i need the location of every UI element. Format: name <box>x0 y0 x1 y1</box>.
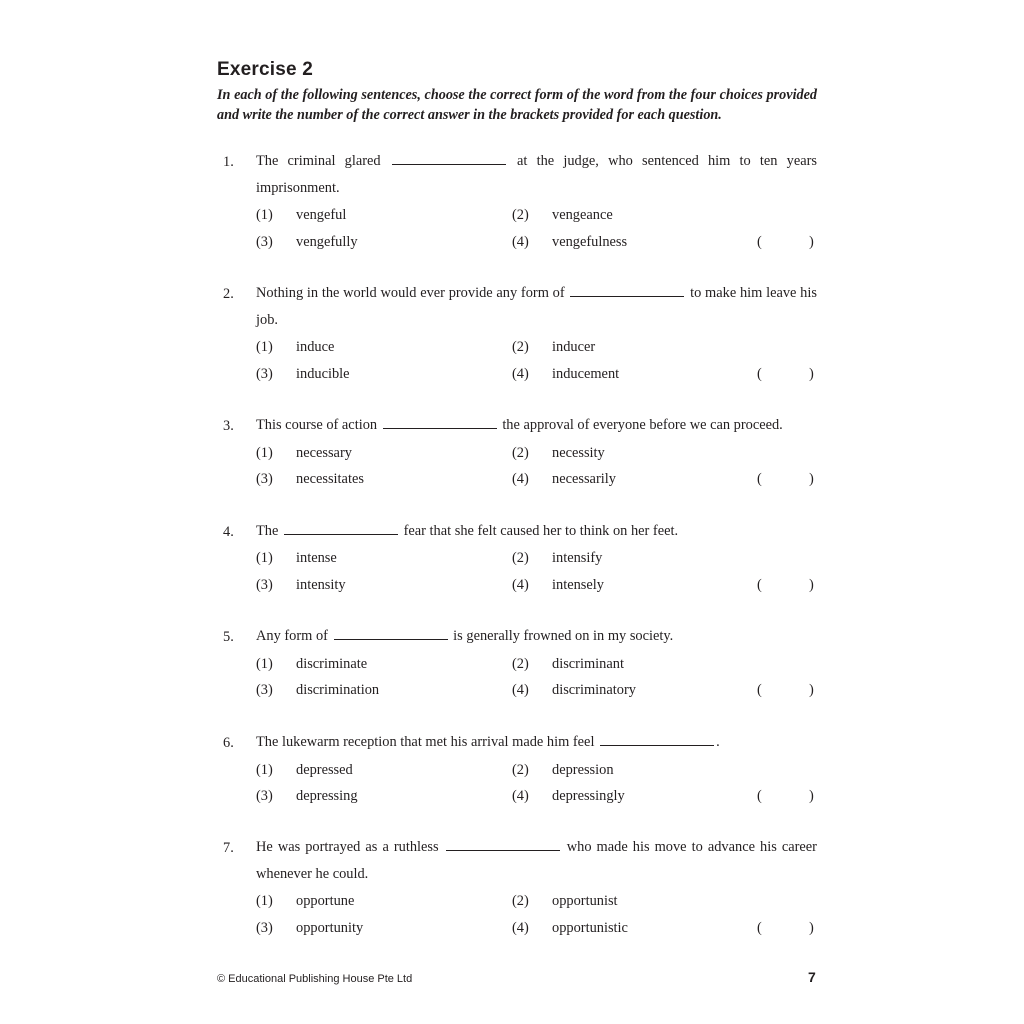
stem-after: . <box>716 734 720 750</box>
option-2[interactable]: (2) inducer <box>512 339 596 355</box>
answer-blank <box>600 731 714 746</box>
option-1[interactable]: (1) depressed <box>256 762 353 778</box>
option-1[interactable]: (1) opportune <box>256 893 355 909</box>
question-stem <box>256 834 817 887</box>
option-2[interactable]: (2) discriminant <box>512 656 624 672</box>
answer-blank <box>334 625 448 640</box>
answer-blank <box>570 282 684 297</box>
question-stem <box>256 412 817 439</box>
option-3[interactable]: (3) opportunity <box>256 920 364 936</box>
option-1[interactable]: (1) induce <box>256 339 335 355</box>
option-4[interactable]: (4) opportunistic <box>512 920 628 936</box>
copyright-notice: © Educational Publishing House Pte Ltd <box>217 973 413 985</box>
answer-blank <box>446 836 560 851</box>
stem-before: Nothing in the world would ever provide any form of <box>256 285 565 301</box>
exercise-instructions: In each of the following sentences, choose the correct form of the word from the four choices provided and write the number of the correct answer in the brackets provided for each question. <box>217 87 817 123</box>
option-2[interactable]: (2) vengeance <box>512 207 613 223</box>
option-4[interactable]: (4) necessarily <box>512 471 616 487</box>
question-number: 1. <box>223 154 234 170</box>
stem-after: to make him leave his job. <box>256 285 817 328</box>
option-4[interactable]: (4) intensely <box>512 577 604 593</box>
question-number: 7. <box>223 840 234 856</box>
answer-blank <box>284 520 398 535</box>
option-4[interactable]: (4) inducement <box>512 366 620 382</box>
option-2[interactable]: (2) intensify <box>512 550 603 566</box>
option-4[interactable]: (4) discriminatory <box>512 682 636 698</box>
question-number: 2. <box>223 286 234 302</box>
option-1[interactable]: (1) necessary <box>256 445 352 461</box>
stem-before: This course of action <box>256 417 378 433</box>
option-3[interactable]: (3) discrimination <box>256 682 380 698</box>
stem-after: fear that she felt caused her to think on her feet. <box>403 523 679 539</box>
worksheet-page: Exercise 2 In each of the following sentences, choose the correct form of the word from the four choices provided and write the number of the correct answer in the brackets provided for each question. 1. The criminal glared at the judge, who sentenced him to ten years imprisonment. (1) vengeful (2) vengeance (3) vengefully (4) vengefulness ( ) 2. Nothing in the world would ever provide any form of to make him leave his job. (1) induce (2) inducer (3) inducible (4) inducement ( ) 3. This course of action the approval of everyone before we can proceed. (1) necessary (2) necessity (3) necessitates (4) necessarily ( ) 4. The fear that she felt caused her to think on her feet. (1) intense (2) intensify (3) intensity (4) intensely ( ) 5. Any form of is generally frowned on in my society. (1) discriminate (2) discriminant (3) discrimination (4) discriminatory ( ) 6. The lukewarm reception that met his arrival made him feel . (1) depressed (2) depression (3) depressing (4) depressingly ( ) 7. He was portrayed as a ruthless who made his move to advance his career whenever he could. (1) opportune (2) opportunist (3) opportunity (4) opportunistic ( ) © Educational Publishing House Pte Ltd 7 <box>217 59 817 985</box>
stem-before: The <box>256 523 279 539</box>
exercise-title: Exercise 2 <box>217 59 314 80</box>
option-4[interactable]: (4) depressingly <box>512 788 625 804</box>
answer-blank <box>392 150 506 165</box>
stem-after: is generally frowned on in my society. <box>453 628 674 644</box>
stem-before: The criminal glared <box>256 153 381 169</box>
option-4[interactable]: (4) vengefulness <box>512 234 628 250</box>
question-stem <box>256 623 817 650</box>
stem-before: He was portrayed as a ruthless <box>256 839 439 855</box>
option-1[interactable]: (1) intense <box>256 550 337 566</box>
answer-blank <box>383 414 497 429</box>
question-stem <box>256 518 817 545</box>
stem-before: Any form of <box>256 628 328 644</box>
option-3[interactable]: (3) intensity <box>256 577 346 593</box>
option-2[interactable]: (2) depression <box>512 762 614 778</box>
option-2[interactable]: (2) necessity <box>512 445 605 461</box>
question-number: 4. <box>223 524 234 540</box>
option-3[interactable]: (3) vengefully <box>256 234 358 250</box>
option-3[interactable]: (3) necessitates <box>256 471 364 487</box>
option-2[interactable]: (2) opportunist <box>512 893 618 909</box>
stem-after: at the judge, who sentenced him to ten years imprisonment. <box>256 153 817 196</box>
question-number: 3. <box>223 418 234 434</box>
question-stem <box>256 729 817 756</box>
stem-after: the approval of everyone before we can proceed. <box>502 417 783 433</box>
question-number: 5. <box>223 629 234 645</box>
question-stem <box>256 280 817 333</box>
option-3[interactable]: (3) inducible <box>256 366 350 382</box>
option-1[interactable]: (1) vengeful <box>256 207 347 223</box>
page-number: 7 <box>808 969 816 985</box>
stem-after: who made his move to advance his career whenever he could. <box>256 839 817 882</box>
question-stem <box>256 148 817 201</box>
option-1[interactable]: (1) discriminate <box>256 656 368 672</box>
stem-before: The lukewarm reception that met his arrival made him feel <box>256 734 595 750</box>
option-3[interactable]: (3) depressing <box>256 788 358 804</box>
question-number: 6. <box>223 735 234 751</box>
